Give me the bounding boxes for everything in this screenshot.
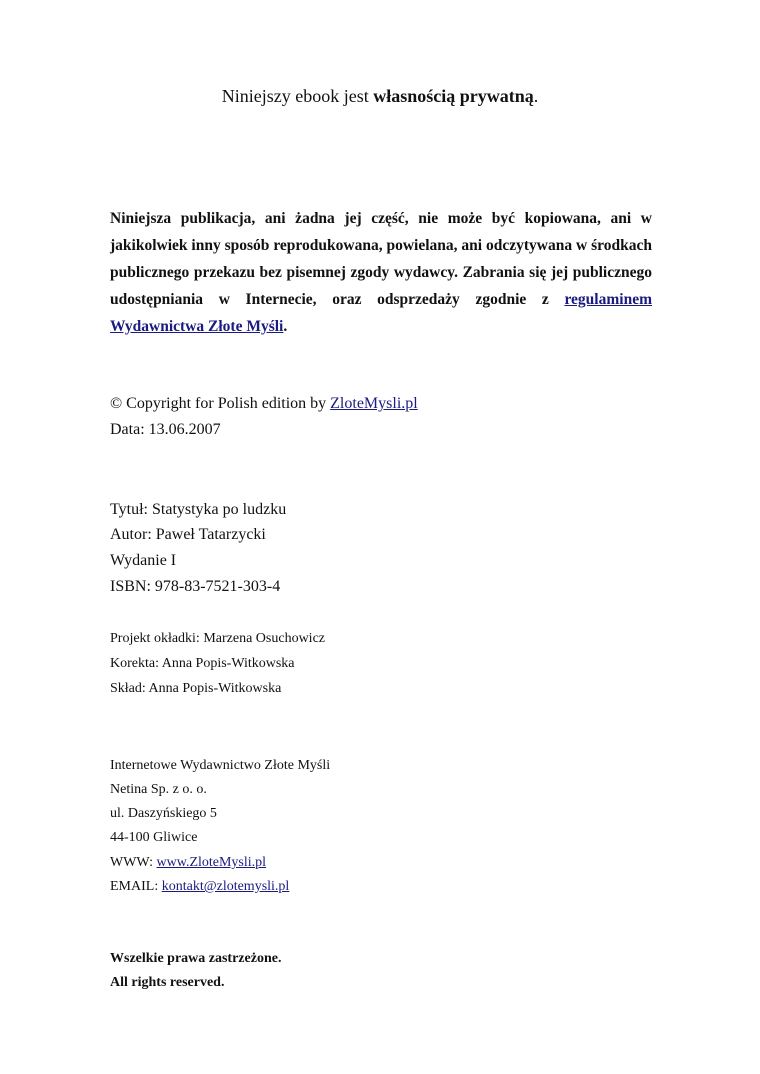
ownership-header: [0, 86, 760, 107]
email-link[interactable]: kontakt@zlotemysli.pl: [161, 879, 290, 894]
www-link[interactable]: www.ZloteMysli.pl: [156, 855, 267, 870]
rights-reserved-pl: Wszelkie prawa zastrzeżone.: [110, 951, 282, 966]
copy-restriction-notice: [110, 205, 652, 340]
publisher-name: Internetowe Wydawnictwo Złote Myśli: [110, 758, 331, 773]
typesetting-credit: Skład: Anna Popis-Witkowska: [110, 681, 282, 696]
notice-text: Niniejsza publikacja, ani żadna jej część, nie może być kopiowana, ani w jakikolwiek inny sposób reprodukowana, powielana, ani odczytywana w środkach publicznego przekazu bez pisemnej zgody wydawcy. Zabrania się jej publicznego udostępniania w Internecie, oraz odsprzedaży zgodnie z: [110, 210, 652, 308]
header-suffix: .: [533, 86, 539, 106]
book-edition: Wydanie I: [110, 552, 177, 569]
zlotemysli-link[interactable]: ZloteMysli.pl: [330, 395, 418, 412]
header-prefix: Niniejszy ebook jest: [221, 86, 374, 106]
notice-end: .: [283, 318, 288, 335]
publisher-company: Netina Sp. z o. o.: [110, 782, 207, 797]
cover-design-credit: Projekt okładki: Marzena Osuchowicz: [110, 631, 325, 646]
book-title: Tytuł: Statystyka po ludzku: [110, 501, 287, 518]
rights-reserved-en: All rights reserved.: [110, 975, 225, 990]
email-label: EMAIL:: [110, 879, 162, 894]
publisher-email: [110, 874, 289, 899]
publisher-street: ul. Daszyńskiego 5: [110, 806, 217, 821]
proofreading-credit: Korekta: Anna Popis-Witkowska: [110, 656, 295, 671]
publisher-city: 44-100 Gliwice: [110, 830, 198, 845]
www-label: WWW:: [110, 855, 157, 870]
header-bold: własnością prywatną: [373, 86, 534, 106]
copyright-line: [110, 391, 418, 417]
date-line: Data: 13.06.2007: [110, 421, 221, 438]
book-isbn: ISBN: 978-83-7521-303-4: [110, 578, 281, 595]
book-author: Autor: Paweł Tatarzycki: [110, 526, 266, 543]
copyright-text: © Copyright for Polish edition by: [110, 395, 331, 412]
terms-link[interactable]: regulaminem: [564, 291, 652, 308]
publisher-www: [110, 850, 266, 875]
publisher-terms-link[interactable]: Wydawnictwa Złote Myśli: [110, 318, 284, 335]
